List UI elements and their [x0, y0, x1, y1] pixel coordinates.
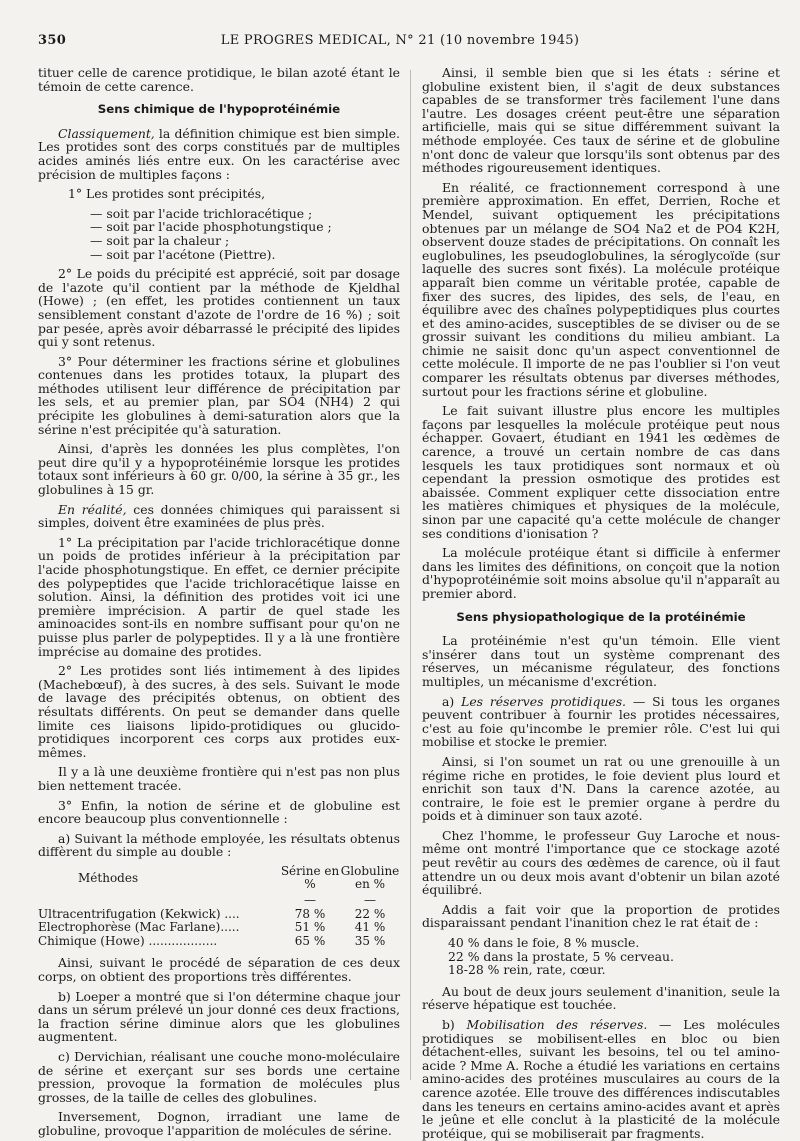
paragraph-prefix: b) [442, 1017, 467, 1032]
paragraph: En réalité, ce fractionnement correspond à une première approximation. En effet, Derrien, Roche et Mendel, suivant optiquement les précipitations obtenues par un mélange de SO4 Na2 et de PO4 K2H, observent douze stades de précipitations. On connaît les euglobulines, les pseudoglobulines, la séroglycoïde (sur laquelle des sucres sont fixés). La molécule protéique apparaît bien comme un véritable protée, capable de fixer des sucres, des lipides, des sels, de l'eau, en équilibre avec des chaînes polypeptidiques plus courtes et des amino-acides, susceptibles de se diviser ou de se grossir suivant les conditions du milieu ambiant. La chimie ne saisit donc qu'un aspect conventionnel de cette molécule. Il importe de ne pas l'oublier si l'on veut comparer les résultats obtenus par diverses méthodes, surtout pour les fractions sérine et globuline. [422, 179, 780, 399]
list-item: 22 % dans la prostate, 5 % cerveau. [448, 948, 674, 964]
page-number: 350 [38, 33, 67, 48]
paragraph: a) Suivant la méthode employée, les résultats obtenus diffèrent du simple au double : [38, 830, 400, 860]
paragraph [38, 127, 400, 181]
methods-table [38, 865, 400, 949]
paragraph: c) Dervichian, réalisant une couche mono-moléculaire de sérine et exerçant sur ses bords une certaine pression, provoque la formation de molécules plus grosses, de la taille de celles des globulines. [38, 1049, 400, 1105]
table-cell-serine: 51 % [294, 920, 326, 935]
paragraph: 1° La précipitation par l'acide trichloracétique donne un poids de protides inférieur à la précipitation par l'acide phosphotungstique. En effet, ce dernier précipite des polypeptides que l'acide trichloracétique laisse en solution. Ainsi, la définition des protides voit ici une première imprécision. A partir de quel stade les aminoacides sont-ils en nombre suffisant pour qu'on ne puisse plus parler de polypeptides. Il y a là une frontière imprécise au domaine des protides. [38, 534, 400, 659]
lead-phrase: En réalité, [58, 501, 127, 517]
paragraph: Inversement, Dognon, irradiant une lame de globuline, provoque l'apparition de molécules de sérine. [38, 1109, 400, 1138]
table-cell-method: Ultracentrifugation (Kekwick) .... [38, 906, 240, 921]
table-dash: — [364, 893, 376, 908]
list-item: 40 % dans le foie, 8 % muscle. [448, 935, 640, 951]
right-column [422, 65, 780, 1141]
table-cell-globuline: 41 % [354, 920, 386, 935]
inanition-figures [448, 936, 780, 977]
paragraph: tituer celle de carence protidique, le bilan azoté étant le témoin de cette carence. [38, 65, 400, 94]
paragraph: 2° Les protides sont liés intimement à des lipides (Machebœuf), à des sucres, à des sels. Suivant le mode de lavage des précipités obtenus, on obtient des résultats différents. On peut se demander dans quelle limite ces liaisons lipido-protidiques ou glucido-protidiques incorporent ces corps aux protides eux-mêmes. [38, 663, 400, 760]
table-cell-serine: 78 % [294, 906, 326, 921]
subheading-italic: Mobilisation des réserves. [466, 1017, 648, 1032]
lead-phrase: Classiquement, [58, 125, 155, 141]
precipitation-sublist [68, 207, 400, 261]
paragraph-text: — Les molécules protidiques se mobilisent-elles en bloc ou bien détachent-elles, suivant les besoins, tel ou tel amino-acide ? Mme A. Roche a étudié les variations en certains amino-acides des protéines musculaires au cours de la carence azotée. Elle trouve des différences indiscutables dans les teneurs en certains amino-acides avant et après le jeûne et elle conclut à la plasticité de la molécule protéique, qui se mobiliserait par fragments. [422, 1017, 780, 1141]
table-header-globuline: Globuline en % [340, 863, 400, 892]
column-divider [410, 70, 411, 1080]
paragraph-text: la définition chimique est bien simple. Les protides sont des corps constitués par de multiples acides aminés liés entre eux. On les caractérise avec précision de multiples façons : [38, 125, 400, 182]
paragraph: 3° Enfin, la notion de sérine et de globuline est encore beaucoup plus conventionnelle : [38, 797, 400, 827]
paragraph [38, 503, 400, 530]
list-head: 1° Les protides sont précipités, [68, 186, 266, 202]
table-header-row [38, 865, 400, 894]
paragraph: Le fait suivant illustre plus encore les multiples façons par lesquelles la molécule protéique peut nous échapper. Govaert, étudiant en 1941 les œdèmes de carence, a trouvé un certain nombre de cas dans lesquels les taux protidiques sont normaux et où cependant la pression osmotique des protides est abaissée. Comment expliquer cette dissociation entre les matières chimiques et physiques de la molécule, sinon par une capacité qu'a cette molécule de changer ses conditions d'ionisation ? [422, 403, 780, 541]
table-header-methods: Méthodes [78, 870, 139, 885]
left-column [38, 65, 400, 1138]
paragraph [422, 695, 780, 749]
paragraph: Ainsi, d'après les données les plus complètes, l'on peut dire qu'il y a hypoprotéinémie lorsque les protides totaux sont inférieurs à 60 gr. 0/00, la sérine à 35 gr., les globulines à 15 gr. [38, 441, 400, 498]
list-item: — soit par l'acétone (Piettre). [90, 246, 276, 262]
section-heading: Sens physiopathologique de la protéinémie [456, 609, 746, 624]
paragraph: b) Loeper a montré que si l'on détermine chaque jour dans un sérum prélevé un jour donné ces deux fractions, la fraction sérine diminue alors que les globulines augmentent. [38, 988, 400, 1045]
table-cell-method: Chimique (Howe) .................. [38, 933, 218, 948]
table-cell-globuline: 22 % [354, 906, 386, 921]
paragraph: Ainsi, il semble bien que si les états : sérine et globuline existent bien, il s'agit de deux substances capables de se transformer très facilement l'une dans l'autre. Les dosages créent peut-être une séparation artificielle, mais qui se situe différemment suivant la méthode employée. Ces taux de sérine et de globuline n'ont donc de valeur que lorsqu'ils sont obtenus par des méthodes rigoureusement identiques. [422, 65, 780, 176]
running-title: LE PROGRES MEDICAL, N° 21 (10 novembre 1945) [220, 33, 580, 48]
table-row [38, 935, 400, 949]
subheading-italic: Les réserves protidiques. [461, 693, 627, 709]
paragraph: Ainsi, si l'on soumet un rat ou une grenouille à un régime riche en protides, le foie devient plus lourd et enrichit son taux d'N. Dans la carence azotée, au contraire, le foie est le premier organe à perdre du poids et à diminuer son taux azoté. [422, 753, 780, 824]
paragraph: La molécule protéique étant si difficile à enfermer dans les limites des définitions, on conçoit que la notion d'hypoprotéinémie soit moins absolue qu'il n'apparaît au premier abord. [422, 545, 780, 601]
list-item: — soit par l'acide phosphotungstique ; [90, 219, 332, 235]
list-item: 18-28 % rein, rate, cœur. [448, 962, 606, 978]
paragraph: Chez l'homme, le professeur Guy Laroche et nous-même ont montré l'importance que ce stockage azoté peut revêtir au cours des œdèmes de carence, où il faut attendre un ou deux mois avant d'obtenir un bilan azoté équilibré. [422, 827, 780, 898]
paragraph: Ainsi, suivant le procédé de séparation de ces deux corps, on obtient des proportions très différentes. [38, 955, 400, 985]
paragraph-text: — Si tous les organes peuvent contribuer à fournir les protides nécessaires, c'est au foie qu'incombe le premier rôle. C'est lui qui mobilise et stocke le premier. [422, 693, 780, 750]
page-header [38, 33, 762, 53]
paragraph-prefix: a) [442, 693, 462, 709]
list-item: — soit par l'acide trichloracétique ; [90, 205, 313, 221]
list-item: — soit par la chaleur ; [90, 232, 230, 248]
table-dash: — [304, 893, 316, 908]
paragraph: 3° Pour déterminer les fractions sérine et globulines contenues dans les protides totaux, la plupart des méthodes utilisent leur différence de précipitation par les sels, et au premier plan, par SO4 (NH4) 2 qui précipite les globulines à demi-saturation alors que la sérine n'est précipitée qu'à saturation. [38, 353, 400, 437]
table-row [38, 921, 400, 935]
paragraph [422, 1018, 780, 1140]
paragraph-text: ces données chimiques qui paraissent si simples, doivent être examinées de plus près. [38, 501, 400, 531]
paragraph: 2° Le poids du précipité est apprécié, soit par dosage de l'azote qu'il contient par la méthode de Kjeldhal (Howe) ; (en effet, les protides contiennent un taux sensiblement constant d'azote de l'ordre de 16 %) ; soit par pesée, après avoir débarrassé le précipité des lipides qui y sont retenus. [38, 266, 400, 350]
table-dash-row [38, 894, 400, 908]
table-row [38, 908, 400, 922]
paragraph: Au bout de deux jours seulement d'inanition, seule la réserve hépatique est touchée. [422, 983, 780, 1013]
precipitation-list [68, 187, 400, 201]
paragraph: Il y a là une deuxième frontière qui n'est pas non plus bien nettement tracée. [38, 764, 400, 793]
table-header-serine: Sérine en % [280, 863, 340, 892]
section-heading: Sens chimique de l'hypoprotéinémie [97, 102, 341, 117]
paragraph: La protéinémie n'est qu'un témoin. Elle vient s'insérer dans tout un système comprenant des réserves, un mécanisme régulateur, des fonctions multiples, un mécanisme d'excrétion. [422, 633, 780, 689]
paragraph: Addis a fait voir que la proportion de protides disparaissant pendant l'inanition chez le rat était de : [422, 901, 780, 931]
table-cell-serine: 65 % [294, 933, 326, 948]
table-cell-globuline: 35 % [354, 933, 386, 948]
table-cell-method: Electrophorèse (Mac Farlane)..... [38, 920, 240, 935]
